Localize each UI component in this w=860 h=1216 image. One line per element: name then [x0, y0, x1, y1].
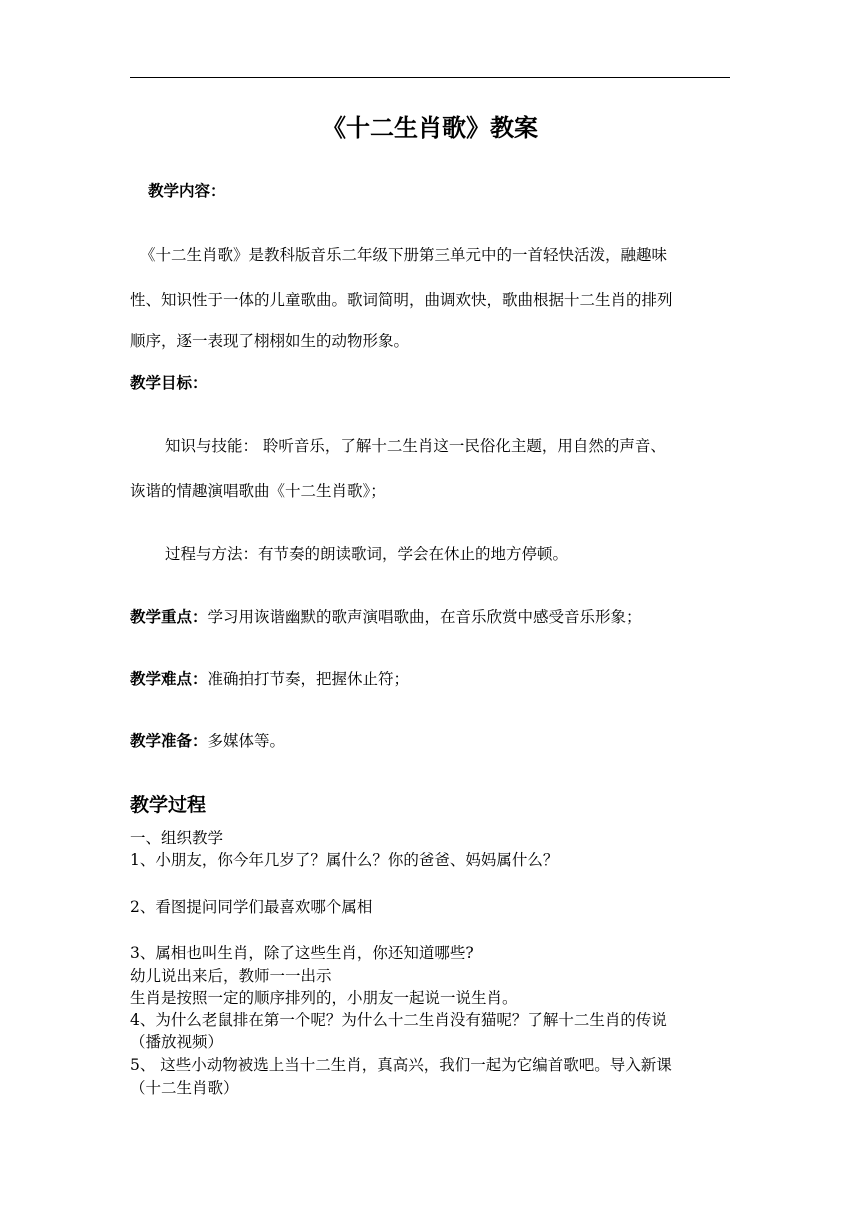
key-point-row: [130, 607, 642, 627]
goals-heading: 教学目标：: [130, 373, 208, 392]
process-item-1: 1、小朋友，你今年几岁了？属什么？你的爸爸、妈妈属什么？: [130, 851, 559, 869]
preparation-row: [130, 731, 285, 751]
key-point-text: 学习用诙谐幽默的歌声演唱歌曲，在音乐欣赏中感受音乐形象；: [207, 608, 642, 626]
goals-process-line: 过程与方法：有节奏的朗读歌词，学会在休止的地方停顿。: [165, 545, 569, 563]
process-heading: 教学过程: [130, 794, 207, 816]
process-item-4-line-1: 4、为什么老鼠排在第一个呢？为什么十二生肖没有猫呢？了解十二生肖的传说: [130, 1011, 667, 1029]
process-item-5-line-2: （十二生肖歌）: [130, 1079, 239, 1097]
process-item-3: 3、属相也叫生肖，除了这些生肖，你还知道哪些?: [130, 944, 474, 962]
process-item-3-line-3: 生肖是按照一定的顺序排列的，小朋友一起说一说生肖。: [130, 989, 518, 1007]
goals-knowledge-line-2: 诙谐的情趣演唱歌曲《十二生肖歌》；: [130, 482, 386, 500]
difficulty-label: 教学难点：: [130, 669, 208, 688]
key-point-label: 教学重点：: [130, 607, 208, 626]
process-item-5-line-1: 5、 这些小动物被选上当十二生肖，真高兴，我们一起为它编首歌吧。导入新课: [130, 1056, 672, 1074]
header-rule: [130, 77, 730, 78]
preparation-label: 教学准备：: [130, 731, 208, 750]
preparation-text: 多媒体等。: [207, 732, 286, 750]
difficulty-text: 准确拍打节奏，把握休止符；: [207, 670, 410, 688]
content-line-1: 《十二生肖歌》是教科版音乐二年级下册第三单元中的一首轻快活泼，融趣味: [140, 246, 668, 264]
content-line-3: 顺序，逐一表现了栩栩如生的动物形象。: [130, 332, 410, 350]
process-item-4-line-2: （播放视频）: [130, 1033, 224, 1051]
process-item-3-line-2: 幼儿说出来后，教师一一出示: [130, 967, 332, 985]
process-item-2: 2、看图提问同学们最喜欢哪个属相: [130, 898, 373, 916]
document-title: 《十二生肖歌》教案: [322, 113, 538, 142]
goals-knowledge-line-1: 知识与技能： 聆听音乐，了解十二生肖这一民俗化主题，用自然的声音、: [165, 437, 666, 455]
content-line-2: 性、知识性于一体的儿童歌曲。歌词简明，曲调欢快，歌曲根据十二生肖的排列: [130, 291, 673, 309]
process-section-1: 一、组织教学: [130, 829, 224, 847]
difficulty-row: [130, 669, 409, 689]
content-heading: 教学内容：: [148, 181, 226, 200]
